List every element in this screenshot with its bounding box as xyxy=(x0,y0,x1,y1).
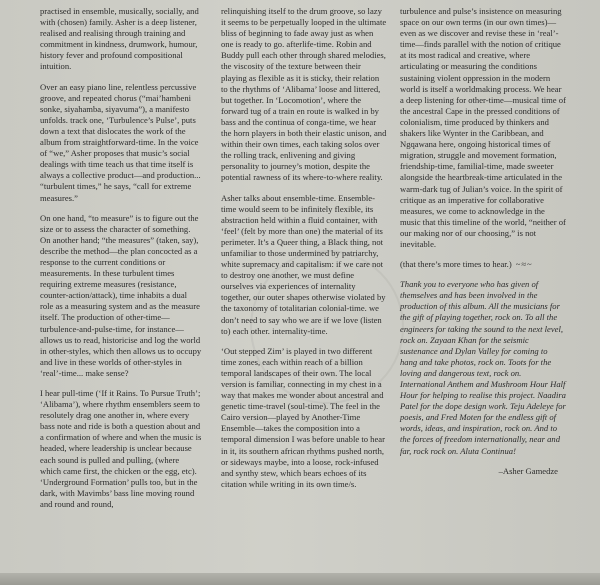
closing-line xyxy=(400,259,566,270)
paragraph: ‘Out stepped Zim’ is played in two different time zones, each within reach of a billion temporal landscapes of their own. The local version is familiar, connecting in my chest in a way that makes me wonder about ancestral and genetic time-travel (soul-time). The feel in the Cairo version—played by Another-Time Ensemble—takes the composition into a temporal dimension I was before unable to hear in it, its southern african rhythms pushed north, or sideways maybe, into a loose, rock-infused and synthy stew, which bears echoes of its citation while writing in its own time/s. xyxy=(221,345,385,489)
page-bottom-edge xyxy=(0,573,600,585)
paragraph: I hear pull-time (‘If it Rains. To Pursue Truth’; ‘Alibama’), where rhythm ensemblers seem to resolutely drag one another in, where every bass note and ride is both a question about and a confirmation of where and when the music is headed, where leadership is unclear because each sound is pulled and pulling, (where which came first, the chicken or the egg, etc). ‘Underground Formation’ pulls too, but in the dark, with Mavimbs’ bass line moving round and round and round, xyxy=(40,388,202,509)
signature: –Asher Gamedze xyxy=(498,465,558,476)
closing-line-text: (that there’s more times to hear.) xyxy=(400,259,512,270)
acknowledgements: Thank you to everyone who has given of themselves and has been involved in the production of this album. All the musicians for the gift of playing together, rock on. To all the engineers for taking the sound to the next level, rock on. Zayaan Khan for the seismic sustenance and Dylan Valley for coming to hang and take photos, rock on. Toots for the loving and dangerous text, rock on. International Anthem and Mushroom Hour Half Hour for helping to realise this project. Naadira Patel for the dope design work. Teju Adeleye for poesis, and Fred Moten for the endless gift of words, ideas, and inspiration, rock on. And to the forces of freedom internationally, near and far, rock rock on. Aluta Continua! xyxy=(400,279,566,456)
column-left xyxy=(40,6,202,519)
paragraph: relinquishing itself to the drum groove, so lazy it seems to be perpetually looped in the ultimate bliss of beginning to fade away just as when one is ready to go. afterlife-time. Robin and Buddy pull each other through shared melodies, the viscosity of the texture between their playing as flexible as it is sticky, their relation to the rhythms of ‘Alibama’ loose and littered, but together. In ‘Locomotion’, where the forward tug of a train en route is walked in by bass and the continua of conga-time, we hear the horn players in both their elastic unison, and within their own times, each taking solos over the rolling track, enlivening and giving personality to journey’s motion, despite the potential rawness of its where-to-where reality. xyxy=(221,6,387,183)
paragraph: Asher talks about ensemble-time. Ensemble-time would seem to be infinitely flexible, its abstraction held within a fluid container, with ‘feel’ (felt by more than one) the material of its perimeter. It’s a Queer thing, a Black thing, not unfamiliar to those undermined by patriarchy, white supremacy and capitalism: if we care not to destroy one another, we must define ourselves via experiences of internality together, our outer shapes otherwise violated by the taxonomy of totalitarian colonial-time. we don’t need to say who we are if we love (listen to) each other. internality-time. xyxy=(221,192,386,336)
column-middle xyxy=(221,6,387,499)
paragraph: practised in ensemble, musically, socially, and with (chosen) family. Asher is a deep listener, realised and realising through training and commitment in kindness, drumwork, humour, history fever and profound compositional intuition. xyxy=(40,6,199,72)
paragraph: turbulence and pulse’s insistence on measuring space on our own terms (in our own times)—even as we discover and revise these in ‘real’-time—finds parallel with the notion of critique at its most radical and creative, where articulating or measuring the conditions sustaining violent oppression in the modern world is itself a worldmaking process. We hear a deep listening for other-time—musical time of the ancestral Cape in the pressed conditions of colonialism, time produced by thinkers and shakers like Wynter in the Caribbean, and Ngqawana here, ongoing historical times of migration, struggle and movement formation, friendship-time, familial-time, made sweeter alongside the heartbreak-time articulated in the warm-dark tug of Julian’s voice. In the spirit of critique as an imperative for collaborative measures, we come to acknowledge in the music that this timeline of the world, “neither of our making nor of our choosing,” is not inevitable. xyxy=(400,6,566,249)
paragraph: Over an easy piano line, relentless percussive groove, and repeated chorus (“mai’hambeni sonke, siyahamba, siyavuma”), a manifesto unfolds. track one, ‘Turbulence’s Pulse’, puts down a text that dislocates the work of the album from straightforward-time. In the voice of “we,” Asher proposes that music’s social dealings with time teach us that time itself is always a collective product—and production... “turbulent times,” he says, “call for extreme measures.” xyxy=(40,81,201,203)
flourish-icon: ~≈~ xyxy=(515,259,533,270)
column-right xyxy=(400,6,566,477)
paragraph: On one hand, “to measure” is to figure out the size or to assess the character of something. On another hand; “the measures” (taken, say), describe the method—the plan concocted as a response to the current conditions or measurements. In these turbulent times requiring extreme measures (resistance, counter-action/attack), time inhabits a dual role as a measuring system and as the measure itself. The production of other-time—turbulence-and-pulse-time, for instance—allows us to read, historicise and log the world in other-styles, which then allows us to occupy and live in these worlds of other-styles in ‘real’-time... make sense? xyxy=(40,212,202,378)
